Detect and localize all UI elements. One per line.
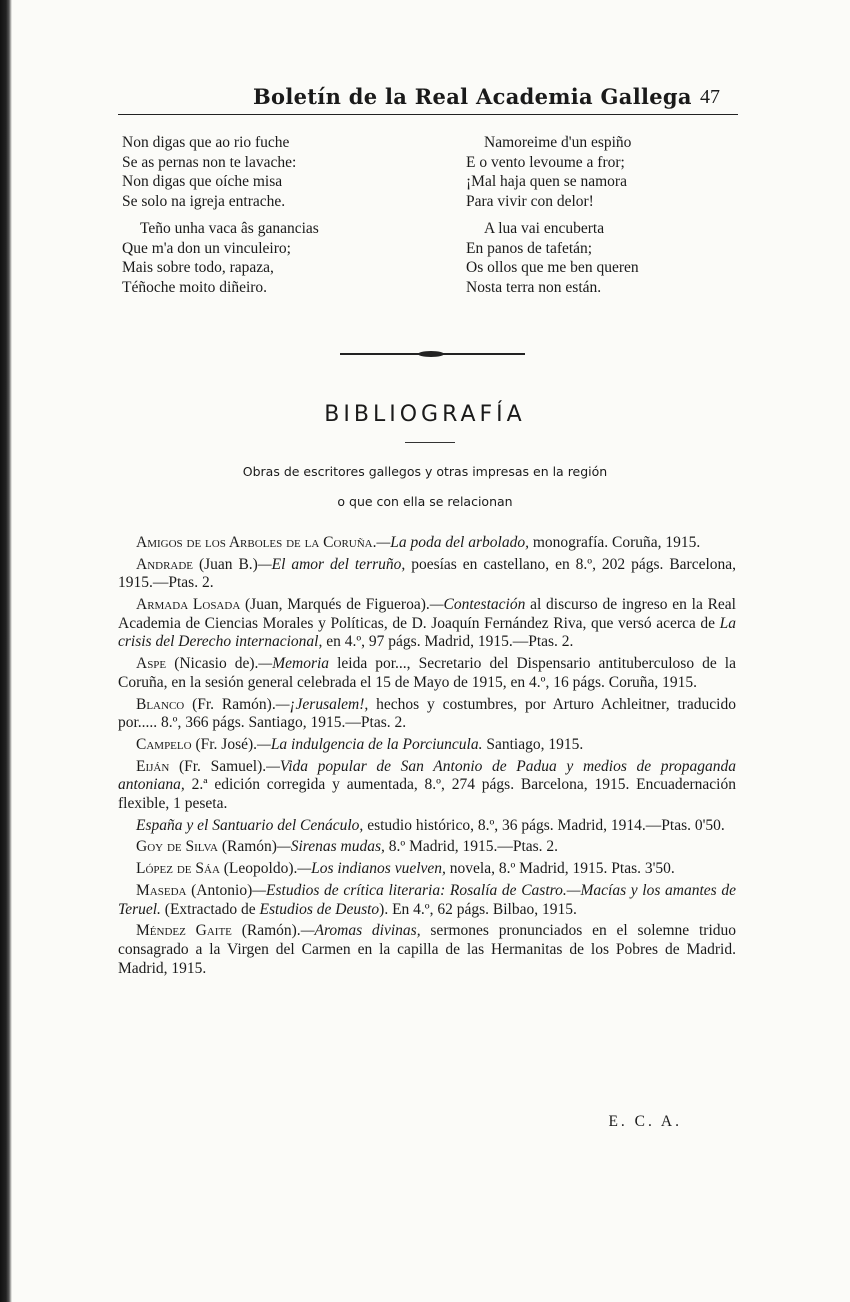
bibliography-entry xyxy=(118,838,736,857)
title-rule xyxy=(405,442,455,443)
entry-details: Santiago, 1915. xyxy=(482,735,584,753)
bibliography-list xyxy=(118,534,736,981)
bibliography-entry xyxy=(118,882,736,919)
running-header xyxy=(118,80,738,115)
entry-details: (Extractado de xyxy=(160,900,260,918)
bibliography-entry xyxy=(118,922,736,978)
entry-details: leida por..., Secretario del Dispensario antituberculoso de la Coruña, en la sesión general celebrada el 15 de Mayo de 1915, en 4.º, 16 págs. Coruña, 1915. xyxy=(118,655,736,691)
entry-details: estudio histórico, 8.º, 36 págs. Madrid, 1914.—Ptas. 0'50. xyxy=(363,816,725,834)
entry-author: Campelo xyxy=(136,735,192,753)
entry-title: —Aromas divinas, xyxy=(300,922,421,940)
poem-stanza xyxy=(122,133,319,211)
entry-details: sermones pronunciados en el solemne triduo consagrado a la Virgen del Carmen en la capilla de las Hermanitas de los Pobres de Madrid. Madrid, 1915. xyxy=(118,922,737,977)
bibliography-entry xyxy=(118,696,736,733)
poem-stanza xyxy=(122,219,319,297)
entry-author-detail: (Fr. Ramón). xyxy=(184,695,276,713)
entry-author-detail: (Antonio) xyxy=(186,881,253,899)
entry-author-detail: (Juan B.) xyxy=(193,555,258,573)
poem-line: E o vento levoume a fror; xyxy=(466,153,625,171)
poem-line: Non digas que ao rio fuche xyxy=(122,134,290,151)
entry-author: Aspe xyxy=(136,655,167,673)
entry-title: —Contestación xyxy=(429,596,526,614)
ornamental-divider xyxy=(340,353,525,355)
poem-left-column xyxy=(122,133,319,305)
bibliography-entry xyxy=(118,860,736,879)
poem-stanza xyxy=(466,133,639,211)
poem-line: Téñoche moito diñeiro. xyxy=(122,278,268,296)
entry-title: —Estudios de crítica literaria: Rosalía de Castro.—Macías y los amantes de Teruel. xyxy=(118,881,736,918)
poem-line: Se solo na igreja entrache. xyxy=(122,192,286,210)
entry-details: hechos y costumbres, por Arturo Achleitner, traducido por..... 8.º, 366 págs. Santiago, 1915.—Ptas. 2. xyxy=(118,695,736,732)
author-signature: E. C. A. xyxy=(608,1113,682,1130)
entry-author-detail: (Fr. José). xyxy=(191,735,258,753)
entry-title-secondary: La crisis del Derecho internacional, xyxy=(118,614,736,651)
entry-author-detail: (Nicasio de). xyxy=(166,655,259,673)
entry-author: Maseda xyxy=(136,881,187,899)
entry-author-detail: (Fr. Samuel). xyxy=(169,757,267,775)
entry-title: —El amor del terruño, xyxy=(257,555,406,573)
poem-right-column xyxy=(466,133,639,305)
entry-title: —La indulgencia de la Porciuncula. xyxy=(257,735,483,753)
bibliography-entry xyxy=(118,534,736,553)
entry-details: en 4.º, 97 págs. Madrid, 1915.—Ptas. 2. xyxy=(322,633,574,651)
entry-details: ). En 4.º, 62 págs. Bilbao, 1915. xyxy=(379,900,577,918)
book-spine-shadow xyxy=(0,0,12,1302)
section-subtitle-line1: Obras de escritores gallegos y otras impresas en la región xyxy=(242,464,608,479)
entry-author-detail: (Ramón) xyxy=(217,838,277,856)
entry-author: Eiján xyxy=(136,757,170,775)
entry-author-detail: (Ramón). xyxy=(231,922,301,940)
poem-line: Nosta terra non están. xyxy=(466,278,602,296)
poem-line: Se as pernas non te lavache: xyxy=(122,153,297,171)
entry-title: —Los indianos vuelven, xyxy=(297,860,446,878)
entry-author: López de Sáa xyxy=(136,860,220,878)
entry-details: poesías en castellano, en 8.º, 202 págs. Barcelona, 1915.—Ptas. 2. xyxy=(118,555,737,592)
poem-line: En panos de tafetán; xyxy=(466,239,593,257)
entry-author: Méndez Gaite xyxy=(136,922,232,940)
entry-details: 2.ª edición corregida y aumentada, 8.º, 274 págs. Barcelona, 1915. Encuadernación flexible, 1 peseta. xyxy=(118,776,736,812)
entry-author: Amigos de los Arboles de la Coruña. xyxy=(136,534,377,551)
bibliography-entry xyxy=(118,556,736,593)
poem-line: Para vivir con delor! xyxy=(466,192,594,210)
entry-author: Armada Losada xyxy=(136,596,241,614)
entry-title: —Vida popular de San Antonio de Padua y medios de propaganda antoniana, xyxy=(118,757,736,794)
entry-title: España y el Santuario del Cenáculo, xyxy=(136,816,364,834)
entry-details: al discurso de ingreso en la Real Academia de Ciencias Morales y Políticas, de D. Joaquín Fernández Riva, que versó acerca de xyxy=(118,596,736,632)
entry-title: —Sirenas mudas, xyxy=(276,838,385,856)
poem-stanza xyxy=(466,219,639,297)
entry-title: —¡Jerusalem!, xyxy=(275,695,369,713)
poem-line: Os ollos que me ben queren xyxy=(466,259,639,276)
section-title: BIBLIOGRAFÍA xyxy=(324,402,526,427)
entry-details: monografía. Coruña, 1915. xyxy=(528,534,701,551)
poem-line: ¡Mal haja quen se namora xyxy=(466,173,627,190)
entry-author: Blanco xyxy=(136,695,185,713)
page-number: 47 xyxy=(700,86,720,108)
entry-title: —La poda del arbolado, xyxy=(376,534,529,551)
poem-line: A lua vai encuberta xyxy=(484,220,605,237)
running-title: Boletín de la Real Academia Gallega xyxy=(253,84,692,109)
entry-details: 8.º Madrid, 1915.—Ptas. 2. xyxy=(384,838,559,856)
section-subtitle-line2: o que con ella se relacionan xyxy=(337,494,513,509)
entry-author-detail: (Juan, Marqués de Figueroa). xyxy=(240,596,430,614)
poem-line: Que m'a don un vinculeiro; xyxy=(122,239,291,257)
entry-author: Goy de Silva xyxy=(136,838,218,856)
bibliography-entry xyxy=(118,655,736,692)
entry-author-detail: (Leopoldo). xyxy=(219,860,298,878)
poem-line: Teño unha vaca âs ganancias xyxy=(140,220,319,237)
entry-author: Andrade xyxy=(136,555,194,573)
entry-details: novela, 8.º Madrid, 1915. Ptas. 3'50. xyxy=(445,860,675,878)
bibliography-entry xyxy=(118,817,736,836)
bibliography-entry xyxy=(118,758,736,814)
bibliography-entry xyxy=(118,596,736,652)
poem-line: Non digas que oíche misa xyxy=(122,173,283,190)
poem-line: Mais sobre todo, rapaza, xyxy=(122,259,274,276)
bibliography-entry xyxy=(118,736,736,755)
poem-line: Namoreime d'un espiño xyxy=(484,134,632,151)
entry-title-secondary: Estudios de Deusto xyxy=(259,900,380,918)
entry-title: —Memoria xyxy=(258,655,330,673)
